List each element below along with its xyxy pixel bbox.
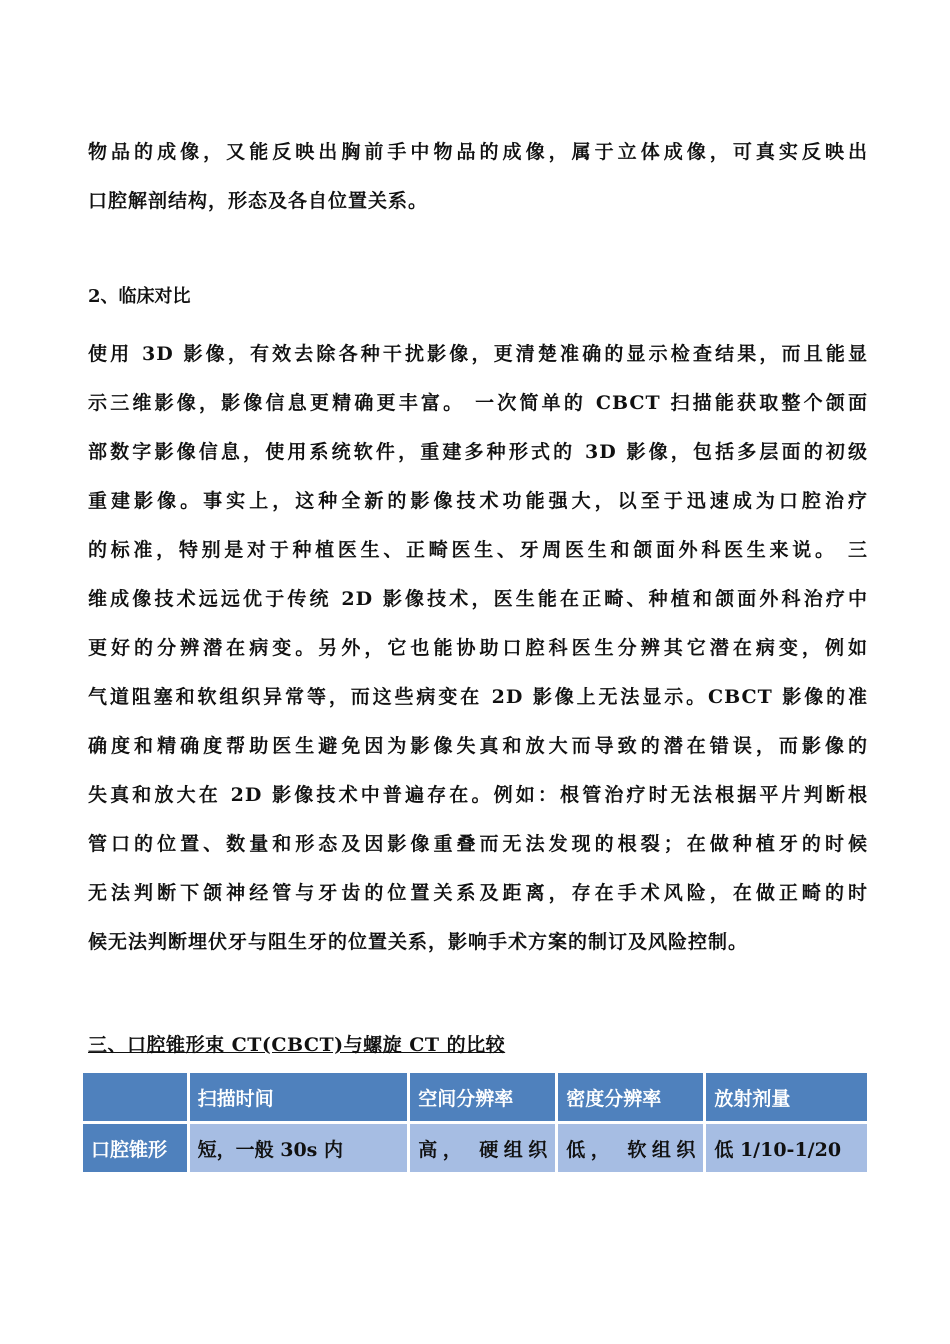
text-line: 管口的位置、数量和形态及因影像重叠而无法发现的根裂；在做种植牙的时候 — [88, 833, 868, 855]
table-header-row — [83, 1073, 867, 1121]
text-line: 失真和放大在 2D 影像技术中普遍存在。例如：根管治疗时无法根据平片判断根 — [88, 784, 868, 806]
table-header-cell: 放射剂量 — [706, 1073, 867, 1121]
paragraph-1 — [88, 128, 868, 226]
comparison-table — [80, 1070, 870, 1175]
text-line: 的标准，特别是对于种植医生、正畸医生、牙周医生和颌面外科医生来说。 三 — [88, 539, 868, 561]
text-line: 无法判断下颌神经管与牙齿的位置关系及距离，存在手术风险，在做正畸的时 — [88, 882, 868, 904]
text-line: 确度和精确度帮助医生避免因为影像失真和放大而导致的潜在错误，而影像的 — [88, 735, 868, 757]
section-3-heading: 三、口腔锥形束 CT(CBCT)与螺旋 CT 的比较 — [88, 1034, 506, 1056]
section-2-heading: 2、临床对比 — [88, 286, 191, 307]
text-line: 部数字影像信息，使用系统软件，重建多种形式的 3D 影像，包括多层面的初级 — [88, 441, 868, 463]
table-row — [83, 1124, 867, 1172]
text-line: 更好的分辨潜在病变。另外，它也能协助口腔科医生分辨其它潜在病变，例如 — [88, 637, 868, 659]
text-line: 重建影像。事实上，这种全新的影像技术功能强大，以至于迅速成为口腔治疗 — [88, 490, 868, 512]
text-line: 气道阻塞和软组织异常等，而这些病变在 2D 影像上无法显示。CBCT 影像的准 — [88, 686, 868, 708]
text-line: 维成像技术远远优于传统 2D 影像技术，医生能在正畸、种植和颌面外科治疗中 — [88, 588, 868, 610]
table-cell: 低 1/10-1/20 — [706, 1124, 867, 1172]
table-cell: 短，一般 30s 内 — [190, 1124, 408, 1172]
text-line: 候无法判断埋伏牙与阻生牙的位置关系，影响手术方案的制订及风险控制。 — [88, 931, 749, 953]
paragraph-2 — [88, 330, 868, 967]
text-line: 口腔解剖结构，形态及各自位置关系。 — [88, 190, 429, 212]
text-line: 物品的成像，又能反映出胸前手中物品的成像，属于立体成像，可真实反映出 — [88, 141, 868, 163]
table-header-cell: 空间分辨率 — [410, 1073, 555, 1121]
text-line: 使用 3D 影像，有效去除各种干扰影像，更清楚准确的显示检查结果，而且能显 — [88, 343, 868, 365]
table-header-cell: 扫描时间 — [190, 1073, 408, 1121]
table-cell: 高， 硬组织 — [410, 1124, 555, 1172]
table-header-cell — [83, 1073, 187, 1121]
table-header-cell: 密度分辨率 — [558, 1073, 703, 1121]
text-line: 示三维影像，影像信息更精确更丰富。 一次简单的 CBCT 扫描能获取整个颌面 — [88, 392, 868, 414]
table-cell: 低， 软组织 — [558, 1124, 703, 1172]
table-row-label: 口腔锥形 — [83, 1124, 187, 1172]
